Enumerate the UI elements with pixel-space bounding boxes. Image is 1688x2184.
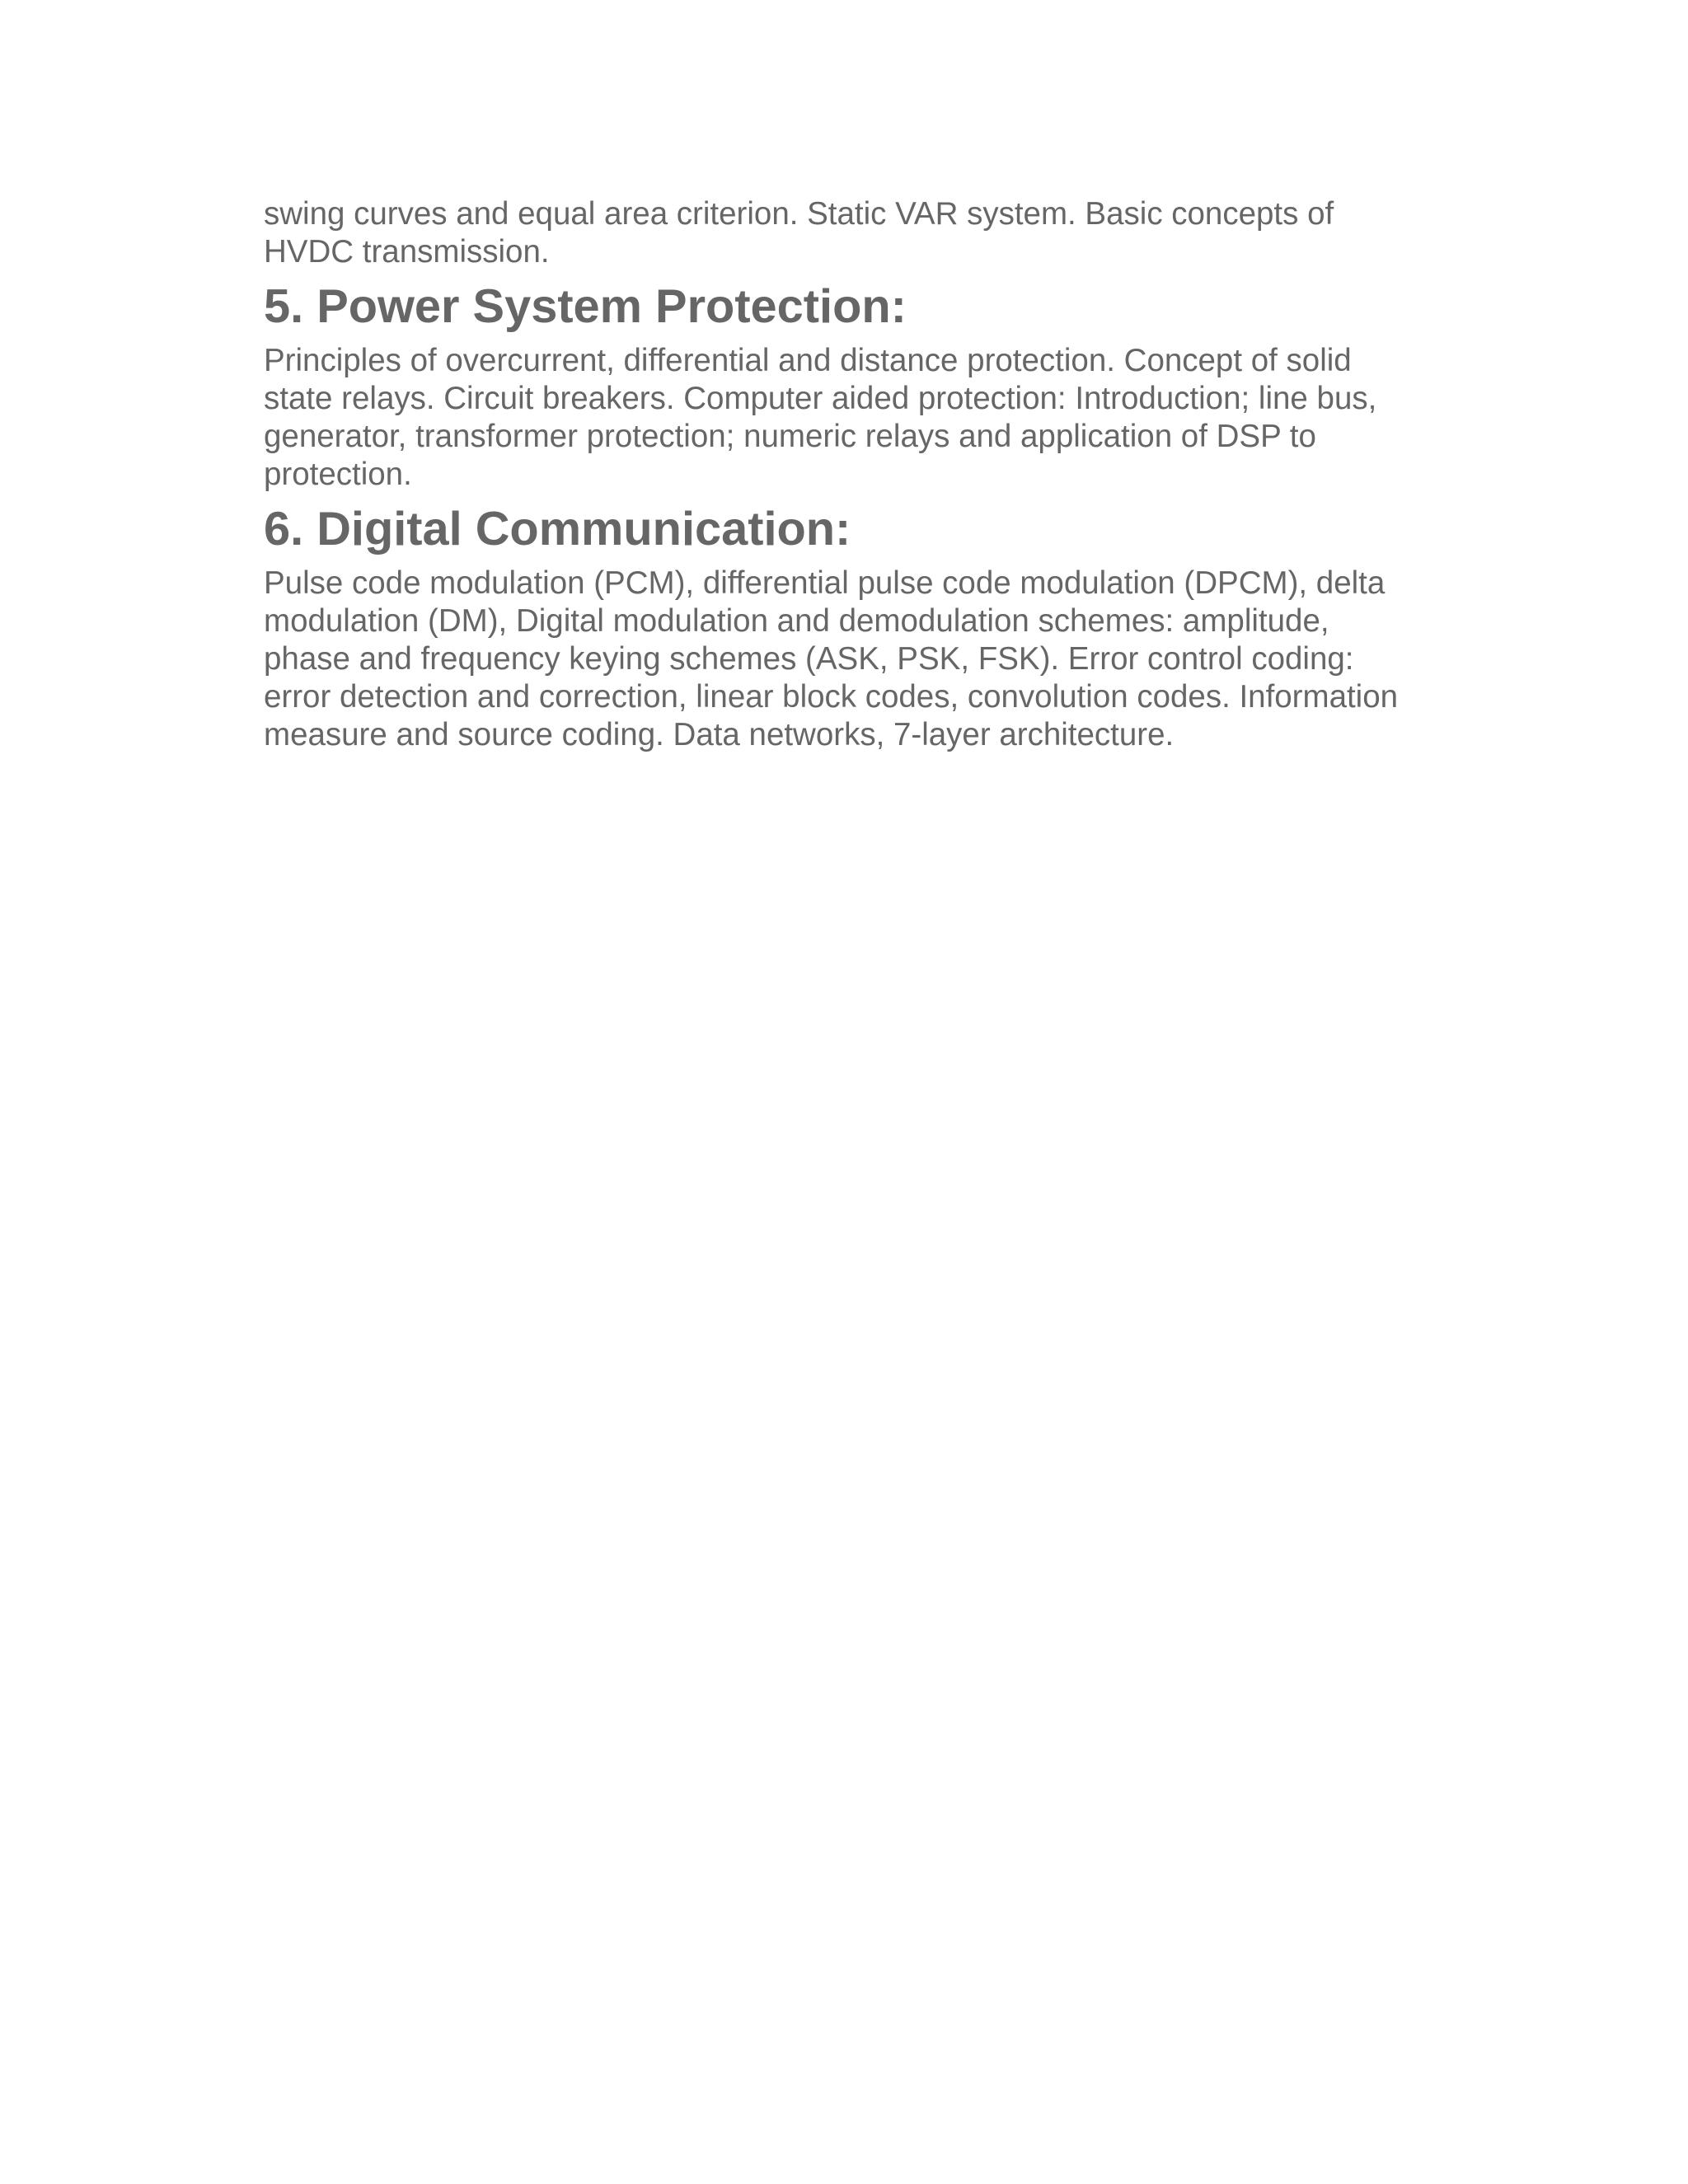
section-heading-digital-communication: 6. Digital Communication: bbox=[264, 503, 851, 555]
section-heading-power-system-protection: 5. Power System Protection: bbox=[264, 280, 907, 333]
section-body-power-system-protection: Principles of overcurrent, differential and distance protection. Concept of solid state relays. Circuit breakers. Computer aided protection: Introduction; line bus, generator, transformer protection; numeric relays and application of DSP to protection. bbox=[264, 343, 1377, 492]
document-page bbox=[264, 195, 1418, 754]
intro-paragraph: swing curves and equal area criterion. Static VAR system. Basic concepts of HVDC transmission. bbox=[264, 196, 1334, 269]
section-body-digital-communication: Pulse code modulation (PCM), differential pulse code modulation (DPCM), delta modulation (DM), Digital modulation and demodulation schemes: amplitude, phase and frequency keying schemes (ASK, PSK, FSK). Error control coding: error detection and correction, linear block codes, convolution codes. Information measure and source coding. Data networks, 7-layer architecture. bbox=[264, 565, 1399, 752]
